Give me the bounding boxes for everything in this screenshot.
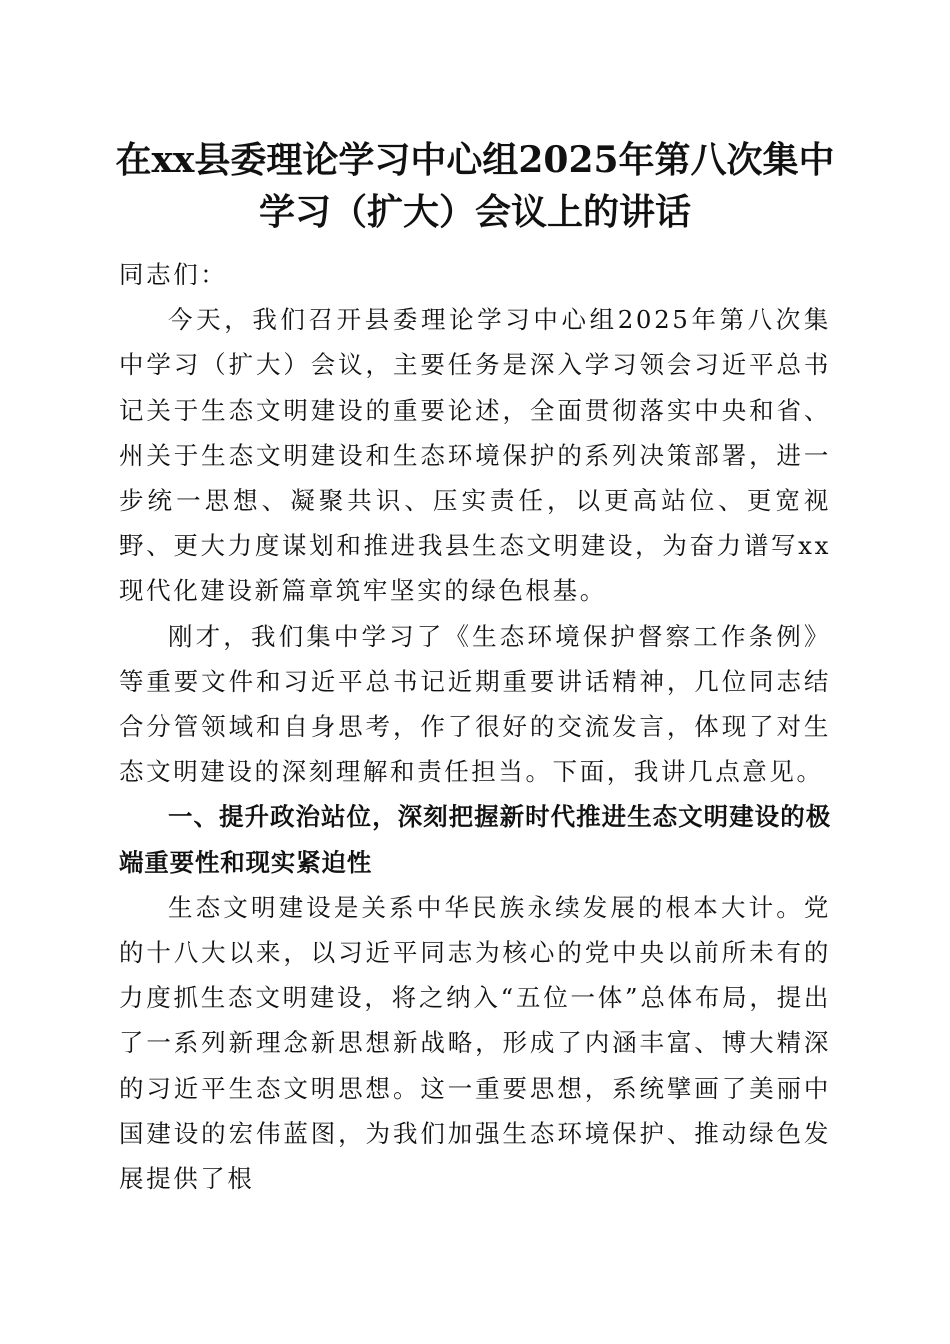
section-heading-1: 一、提升政治站位，深刻把握新时代推进生态文明建设的极端重要性和现实紧迫性 xyxy=(119,802,831,877)
section-1-paragraph: 生态文明建设是关系中华民族永续发展的根本大计。党的十八大以来，以习近平同志为核心的党中央以前所未有的力度抓生态文明建设，将之纳入“五位一体”总体布局，提出了一系列新理念新思想新战略，形成了内涵丰富、博大精深的习近平生态文明思想。这一重要思想，系统擘画了美丽中国建设的宏伟蓝图，为我们加强生态环境保护、推动绿色发展提供了根 xyxy=(119,892,831,1194)
document-title xyxy=(100,134,850,238)
salutation: 同志们： xyxy=(119,260,228,289)
paragraph-opening: 今天，我们召开县委理论学习中心组2025年第八次集中学习（扩大）会议，主要任务是深入学习领会习近平总书记关于生态文明建设的重要论述，全面贯彻落实中央和省、州关于生态文明建设和生态环境保护的系列决策部署，进一步统一思想、凝聚共识、压实责任，以更高站位、更宽视野、更大力度谋划和推进我县生态文明建设，为奋力谱写xx现代化建设新篇章筑牢坚实的绿色根基。 xyxy=(119,305,831,606)
document-body xyxy=(119,252,831,1201)
paragraph-summary: 刚才，我们集中学习了《生态环境保护督察工作条例》等重要文件和习近平总书记近期重要讲话精神，几位同志结合分管领域和自身思考，作了很好的交流发言，体现了对生态文明建设的深刻理解和责任担当。下面，我讲几点意见。 xyxy=(119,621,831,787)
title-line-1: 在xx县委理论学习中心组2025年第八次集中 xyxy=(115,139,835,181)
title-line-2: 学习（扩大）会议上的讲话 xyxy=(258,191,691,233)
